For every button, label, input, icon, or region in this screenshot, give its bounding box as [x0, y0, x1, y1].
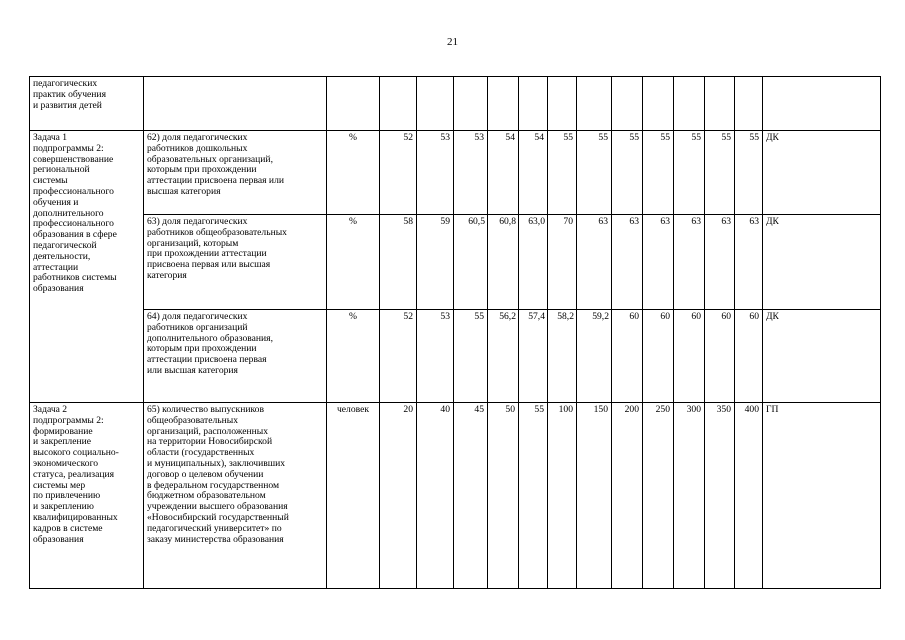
task-cell-line: по привлечению	[33, 490, 101, 502]
value-cell	[417, 215, 454, 310]
value-cell-line: 53	[440, 311, 450, 322]
source-cell-line: ДК	[766, 311, 779, 322]
value-cell	[735, 215, 763, 310]
unit-cell-line: человек	[336, 404, 370, 415]
task-cell-line: образования в сфере	[33, 229, 117, 241]
value-cell	[674, 215, 705, 310]
indicator-cell-line: 64) доля педагогических	[147, 311, 248, 322]
task-cell-line: экономического	[33, 457, 99, 469]
value-cell	[674, 310, 705, 403]
value-cell-line: 54	[534, 132, 544, 143]
value-cell	[519, 77, 548, 131]
indicator-cell-line: заказу министерства образования	[147, 533, 284, 545]
value-cell	[417, 403, 454, 589]
value-cell	[735, 131, 763, 215]
indicator-cell-line: бюджетном образовательном	[147, 490, 266, 502]
value-cell-line: 60	[660, 311, 670, 322]
source-cell-line: ДК	[766, 132, 779, 143]
value-cell	[454, 403, 488, 589]
value-cell	[380, 403, 417, 589]
indicator-cell-line: дополнительного образования,	[147, 332, 273, 344]
value-cell-line: 59	[440, 216, 450, 227]
value-cell-line: 55	[749, 132, 759, 143]
task-cell-line: работников системы	[33, 272, 117, 284]
value-cell-line: 55	[474, 311, 484, 322]
value-cell-line: 56,2	[499, 311, 516, 322]
value-cell-line: 53	[474, 132, 484, 143]
indicator-cell-line: 65) количество выпускников	[147, 404, 264, 415]
task-cell-line: статуса, реализация	[33, 468, 115, 480]
indicator-cell-line: которым при прохождении	[147, 343, 257, 355]
indicator-cell-line: образовательных организаций,	[147, 153, 273, 165]
value-cell-line: 60,8	[499, 216, 516, 227]
value-cell	[548, 310, 577, 403]
indicator-cell-line: в федеральном государственном	[147, 479, 280, 491]
value-cell	[548, 403, 577, 589]
indicator-cell-line: педагогический университет» по	[147, 522, 282, 534]
indicator-cell-line: учреждении высшего образования	[147, 501, 288, 513]
value-cell	[577, 403, 612, 589]
value-cell	[488, 403, 519, 589]
indicator-cell-line: работников дошкольных	[147, 142, 248, 154]
value-cell	[488, 215, 519, 310]
value-cell-line: 55	[563, 132, 573, 143]
value-cell-line: 63	[629, 216, 639, 227]
indicator-cell-line: которым при прохождении	[147, 164, 257, 176]
unit-cell	[327, 310, 380, 403]
indicator-cell-line: и муниципальных), заключивших	[147, 457, 286, 469]
unit-cell-line: %	[349, 311, 357, 322]
value-cell	[705, 310, 735, 403]
value-cell	[380, 310, 417, 403]
value-cell-line: 60,5	[468, 216, 485, 227]
value-cell-line: 53	[440, 132, 450, 143]
table-row	[30, 403, 881, 589]
table-row	[30, 310, 881, 403]
value-cell	[488, 131, 519, 215]
source-cell-line: ДК	[766, 216, 779, 227]
value-cell	[612, 403, 643, 589]
indicator-cell-line: при прохождении аттестации	[147, 248, 267, 260]
task-cell-line: профессионального	[33, 218, 114, 230]
value-cell	[417, 77, 454, 131]
value-cell	[454, 215, 488, 310]
value-cell	[548, 215, 577, 310]
indicator-cell	[144, 310, 327, 403]
indicator-cell	[144, 131, 327, 215]
indicator-cell-line: 62) доля педагогических	[147, 132, 248, 143]
value-cell	[643, 403, 674, 589]
value-cell	[577, 77, 612, 131]
value-cell	[705, 403, 735, 589]
value-cell	[612, 131, 643, 215]
task-cell-line: профессионального	[33, 185, 114, 197]
task-cell-line: системы	[33, 175, 68, 187]
value-cell	[674, 131, 705, 215]
value-cell	[674, 77, 705, 131]
value-cell-line: 40	[440, 404, 450, 415]
value-cell	[519, 310, 548, 403]
indicator-cell-line: высшая категория	[147, 185, 221, 197]
value-cell	[380, 131, 417, 215]
value-cell	[454, 310, 488, 403]
task-cell-line: совершенствование	[33, 153, 114, 165]
unit-cell	[327, 403, 380, 589]
task-cell-line: Задача 2	[33, 404, 68, 415]
task-cell-line: обучения и	[33, 196, 79, 208]
value-cell	[643, 310, 674, 403]
value-cell-line: 70	[563, 216, 573, 227]
task-cell-line: и развития детей	[33, 99, 102, 111]
value-cell	[548, 77, 577, 131]
indicator-cell-line: или высшая категория	[147, 364, 238, 376]
value-cell-line: 300	[686, 404, 701, 415]
indicator-cell-line: договор о целевом обучении	[147, 468, 264, 480]
indicator-cell-line: работников организаций	[147, 321, 248, 333]
value-cell	[380, 77, 417, 131]
value-cell	[612, 77, 643, 131]
value-cell-line: 20	[403, 404, 413, 415]
value-cell-line: 57,4	[528, 311, 545, 322]
value-cell	[735, 77, 763, 131]
indicator-cell	[144, 403, 327, 589]
value-cell	[417, 131, 454, 215]
value-cell-line: 150	[593, 404, 608, 415]
page-number: 21	[447, 36, 458, 48]
task-cell-line: подпрограммы 2:	[33, 142, 104, 154]
indicator-cell-line: категория	[147, 269, 187, 281]
value-cell	[577, 215, 612, 310]
value-cell-line: 63	[749, 216, 759, 227]
value-cell	[417, 310, 454, 403]
indicator-cell-line: организаций, расположенных	[147, 425, 269, 437]
value-cell-line: 55	[598, 132, 608, 143]
value-cell-line: 63	[660, 216, 670, 227]
task-cell-line: подпрограммы 2:	[33, 414, 104, 426]
indicator-cell-line: общеобразовательных	[147, 414, 238, 426]
table-row	[30, 77, 881, 131]
task-cell-line: образования	[33, 533, 84, 545]
source-cell	[763, 215, 881, 310]
value-cell-line: 63	[721, 216, 731, 227]
value-cell-line: 60	[749, 311, 759, 322]
indicator-cell-line: аттестации присвоена первая или	[147, 175, 284, 187]
value-cell-line: 250	[655, 404, 670, 415]
unit-cell	[327, 215, 380, 310]
value-cell	[577, 310, 612, 403]
indicator-cell-line: «Новосибирский государственный	[147, 511, 289, 523]
value-cell	[519, 131, 548, 215]
value-cell	[519, 403, 548, 589]
value-cell-line: 60	[721, 311, 731, 322]
task-cell	[30, 131, 144, 403]
task-cell	[30, 77, 144, 131]
indicator-cell-line: работников общеобразовательных	[147, 226, 287, 238]
task-cell-line: аттестации	[33, 261, 79, 273]
value-cell	[380, 215, 417, 310]
value-cell	[735, 403, 763, 589]
value-cell	[454, 131, 488, 215]
task-cell-line: образования	[33, 283, 84, 295]
source-cell-line: ГП	[766, 404, 779, 415]
value-cell-line: 59,2	[592, 311, 609, 322]
indicator-cell	[144, 215, 327, 310]
value-cell	[735, 310, 763, 403]
value-cell-line: 50	[505, 404, 515, 415]
value-cell	[643, 215, 674, 310]
value-cell	[705, 77, 735, 131]
value-cell	[488, 310, 519, 403]
value-cell-line: 55	[691, 132, 701, 143]
task-cell-line: деятельности,	[33, 250, 91, 262]
value-cell-line: 350	[716, 404, 731, 415]
task-cell-line: кадров в системе	[33, 522, 103, 534]
value-cell	[643, 77, 674, 131]
value-cell	[705, 215, 735, 310]
task-cell-line: педагогических	[33, 78, 98, 89]
value-cell	[643, 131, 674, 215]
table-row	[30, 131, 881, 215]
value-cell-line: 100	[558, 404, 573, 415]
indicator-cell-line: области (государственных	[147, 447, 255, 459]
value-cell-line: 55	[534, 404, 544, 415]
value-cell	[519, 215, 548, 310]
task-cell-line: формирование	[33, 425, 93, 437]
task-cell-line: квалифицированных	[33, 511, 118, 523]
indicators-table	[29, 76, 881, 589]
task-cell-line: и закрепление	[33, 436, 92, 448]
task-cell	[30, 403, 144, 589]
table-row	[30, 215, 881, 310]
value-cell-line: 60	[629, 311, 639, 322]
indicator-cell	[144, 77, 327, 131]
source-cell	[763, 403, 881, 589]
value-cell	[705, 131, 735, 215]
task-cell-line: Задача 1	[33, 132, 68, 143]
value-cell-line: 58	[403, 216, 413, 227]
source-cell	[763, 77, 881, 131]
value-cell-line: 200	[624, 404, 639, 415]
indicator-cell-line: аттестации присвоена первая	[147, 354, 267, 366]
value-cell	[548, 131, 577, 215]
unit-cell	[327, 131, 380, 215]
source-cell	[763, 131, 881, 215]
value-cell-line: 63	[691, 216, 701, 227]
value-cell-line: 54	[505, 132, 515, 143]
value-cell-line: 55	[660, 132, 670, 143]
unit-cell	[327, 77, 380, 131]
indicator-cell-line: присвоена первая или высшая	[147, 259, 271, 271]
indicator-cell-line: на территории Новосибирской	[147, 436, 273, 448]
task-cell-line: дополнительного	[33, 207, 104, 219]
value-cell	[488, 77, 519, 131]
value-cell-line: 52	[403, 311, 413, 322]
task-cell-line: практик обучения	[33, 88, 106, 100]
value-cell-line: 63,0	[528, 216, 545, 227]
value-cell-line: 58,2	[557, 311, 574, 322]
value-cell	[577, 131, 612, 215]
value-cell-line: 45	[474, 404, 484, 415]
task-cell-line: системы мер	[33, 479, 86, 491]
task-cell-line: и закреплению	[33, 501, 94, 513]
value-cell	[612, 215, 643, 310]
value-cell-line: 52	[403, 132, 413, 143]
value-cell-line: 60	[691, 311, 701, 322]
indicator-cell-line: 63) доля педагогических	[147, 216, 248, 227]
indicator-cell-line: организаций, которым	[147, 237, 239, 249]
task-cell-line: региональной	[33, 164, 90, 176]
value-cell-line: 55	[629, 132, 639, 143]
task-cell-line: педагогической	[33, 239, 97, 251]
value-cell-line: 63	[598, 216, 608, 227]
task-cell-line: высокого социально-	[33, 447, 119, 459]
value-cell	[674, 403, 705, 589]
value-cell-line: 400	[744, 404, 759, 415]
unit-cell-line: %	[349, 132, 357, 143]
value-cell	[612, 310, 643, 403]
source-cell	[763, 310, 881, 403]
value-cell-line: 55	[721, 132, 731, 143]
unit-cell-line: %	[349, 216, 357, 227]
value-cell	[454, 77, 488, 131]
